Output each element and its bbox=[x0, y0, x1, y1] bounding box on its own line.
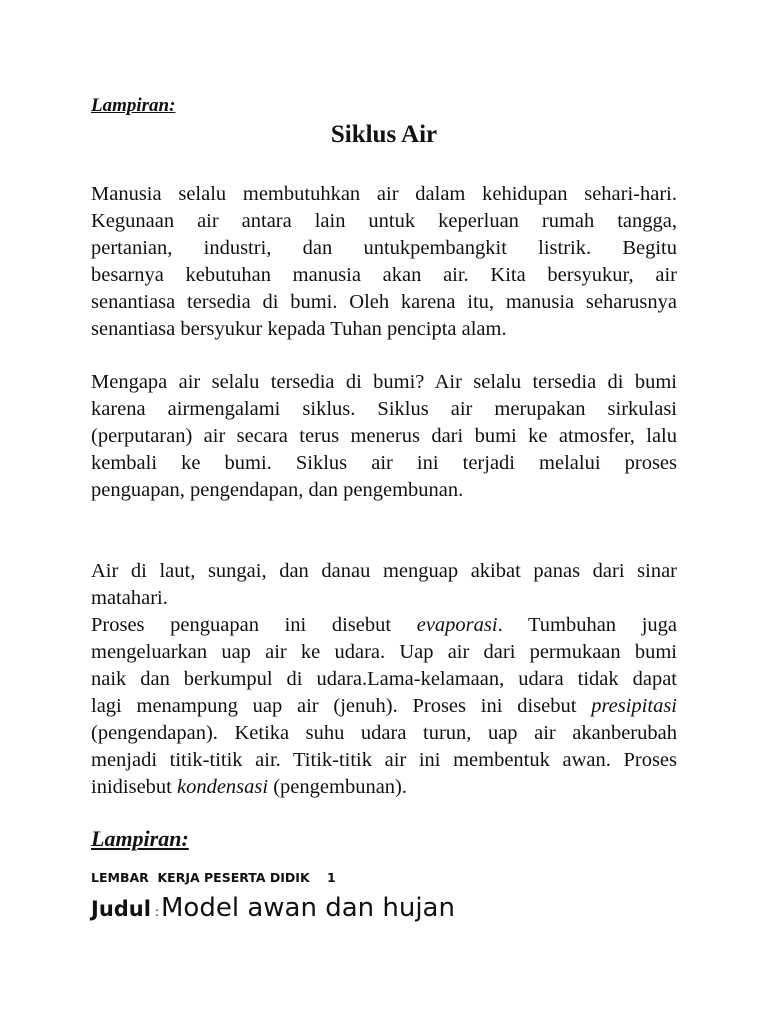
paragraph-line: besarnya kebutuhan manusia akan air. Kita bersyukur, air bbox=[91, 264, 677, 286]
text-run: lagi menampung uap air (jenuh). Proses ini disebut bbox=[91, 695, 592, 717]
paragraph-line: pertanian, industri, dan untukpembangkit listrik. Begitu bbox=[91, 237, 677, 259]
lampiran-label-top: Lampiran: bbox=[91, 95, 176, 116]
term-presipitasi: presipitasi bbox=[591, 695, 677, 717]
lampiran-label-bottom: Lampiran: bbox=[91, 826, 189, 851]
paragraph-line: Kegunaan air antara lain untuk keperluan rumah tangga, bbox=[91, 210, 677, 232]
paragraph-line: kembali ke bumi. Siklus air ini terjadi melalui proses bbox=[91, 452, 677, 474]
paragraph-line: Air di laut, sungai, dan danau menguap akibat panas dari sinar bbox=[91, 560, 677, 582]
paragraph-siklus-air bbox=[91, 369, 677, 504]
paragraph-line: matahari. bbox=[91, 587, 168, 609]
judul-colon: : bbox=[154, 905, 159, 919]
text-run: . Tumbuhan juga bbox=[497, 614, 677, 636]
paragraph-line: mengeluarkan uap air ke udara. Uap air dari permukaan bumi bbox=[91, 641, 677, 663]
paragraph-line: Manusia selalu membutuhkan air dalam kehidupan sehari-hari. bbox=[91, 183, 677, 205]
term-evaporasi: evaporasi bbox=[416, 614, 498, 636]
paragraph-kegunaan-air bbox=[91, 181, 677, 343]
judul-row bbox=[91, 888, 455, 932]
paragraph-line bbox=[91, 774, 677, 801]
lkpd-heading: LEMBAR KERJA PESERTA DIDIK 1 bbox=[91, 870, 336, 885]
document-title: Siklus Air bbox=[330, 121, 438, 148]
judul-text: Model awan dan hujan bbox=[161, 893, 455, 923]
paragraph-line: senantiasa bersyukur kepada Tuhan pencipta alam. bbox=[91, 318, 507, 340]
text-run: inidisebut bbox=[91, 776, 177, 798]
paragraph-line: (pengendapan). Ketika suhu udara turun, uap air akanberubah bbox=[91, 722, 677, 744]
judul-label: Judul bbox=[91, 897, 151, 921]
paragraph-line bbox=[91, 693, 677, 720]
paragraph-proses-siklus bbox=[91, 558, 677, 801]
text-run: Proses penguapan ini disebut bbox=[91, 614, 417, 636]
paragraph-line: menjadi titik-titik air. Titik-titik air ini membentuk awan. Proses bbox=[91, 749, 677, 771]
paragraph-line: senantiasa tersedia di bumi. Oleh karena itu, manusia seharusnya bbox=[91, 291, 677, 313]
paragraph-line: (perputaran) air secara terus menerus dari bumi ke atmosfer, lalu bbox=[91, 425, 677, 447]
paragraph-line: penguapan, pengendapan, dan pengembunan. bbox=[91, 479, 464, 501]
paragraph-line: naik dan berkumpul di udara.Lama-kelamaan, udara tidak dapat bbox=[91, 668, 677, 690]
paragraph-line: karena airmengalami siklus. Siklus air merupakan sirkulasi bbox=[91, 398, 677, 420]
term-kondensasi: kondensasi bbox=[176, 776, 269, 798]
paragraph-line bbox=[91, 612, 677, 639]
text-run: (pengembunan). bbox=[268, 776, 407, 798]
paragraph-line: Mengapa air selalu tersedia di bumi? Air selalu tersedia di bumi bbox=[91, 371, 677, 393]
